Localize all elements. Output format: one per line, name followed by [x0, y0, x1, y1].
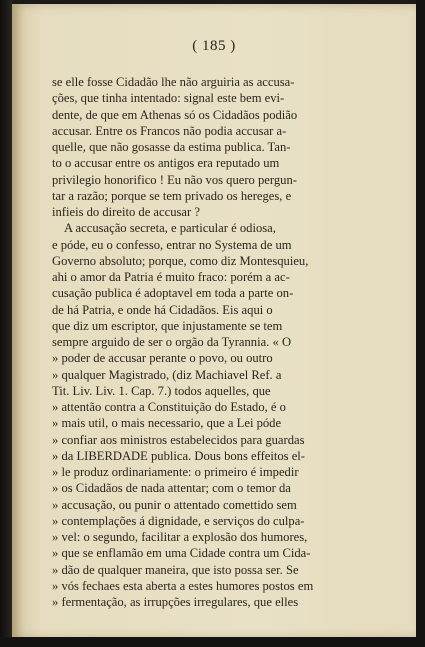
quote-line: » confiar aos ministros estabelecidos para guardas — [52, 432, 305, 447]
text-line: e póde, eu o confesso, entrar no Systema de um — [52, 237, 292, 252]
text-line: dente, de que em Athenas só os Cidadãos podião — [52, 107, 298, 122]
quote-line: » da LIBERDADE publica. Dous bons effeitos el- — [52, 448, 305, 463]
text-line: privilegio honorifico ! Eu não vos quero pergun- — [52, 172, 297, 187]
quote-line: » vel: o segundo, facilitar a explosão dos humores, — [52, 530, 308, 544]
quote-line: Tit. Liv. Liv. 1. Cap. 7.) todos aquelles, que — [52, 383, 271, 398]
text-line: to o accusar entre os antigos era reputado um — [52, 156, 280, 171]
text-line: accusar. Entre os Francos não podia accusar a- — [52, 123, 287, 138]
quote-line: » dão de qualquer maneira, que isto possa ser. Se — [52, 562, 299, 577]
quote-line: » qualquer Magistrado, (diz Machiavel Ref. a — [52, 367, 282, 382]
quote-line: » que se enflamão em uma Cidade contra um Cida- — [52, 546, 311, 561]
quote-line: » accusação, ou punir o attentado comettido sem — [52, 497, 297, 512]
page-sheet — [12, 4, 416, 638]
text-line: Governo absoluto; porque, como diz Montesquieu, — [52, 253, 309, 268]
text-line: infieis do direito de accusar ? — [52, 205, 200, 219]
text-line: tar a razão; porque se tem privado os hereges, e — [52, 188, 292, 203]
bottom-edge-shadow — [0, 637, 425, 647]
quote-line: » fermentação, as irrupções irregulares, que elles — [52, 595, 299, 609]
quote-line: » attentão contra a Constituição do Estado, é o — [52, 400, 286, 414]
page-number: ( 185 ) — [192, 38, 236, 54]
text-line: sempre arguido de ser o orgão da Tyrannia. « O — [52, 335, 292, 349]
text-line: ahi o amor da Patria é muito fraco: porém a ac- — [52, 270, 290, 284]
page-edge-shadow — [416, 0, 425, 647]
paragraph-start-line: A accusação secreta, e particular é odiosa, — [64, 221, 276, 236]
text-line: ções, que tinha intentado: signal este bem evi- — [52, 91, 285, 106]
quote-line: » os Cidadãos de nada attentar; com o temor da — [52, 481, 291, 496]
book-spine-shadow — [0, 0, 12, 647]
quote-line: » vós fechaes esta aberta a estes humores postos em — [52, 578, 314, 593]
text-line: cusação publica é adoptavel em toda a parte on- — [52, 286, 294, 301]
text-line: se elle fosse Cidadão lhe não arguiria as accusa- — [52, 75, 295, 89]
text-line: de há Patria, e onde há Cidadãos. Eis aqui o — [52, 302, 273, 317]
quote-line: » poder de accusar perante o povo, ou outro — [52, 351, 273, 366]
text-line: quelle, que não gosasse da estima publica. Tan- — [52, 140, 291, 154]
text-line: que diz um escriptor, que injustamente se tem — [52, 318, 283, 333]
quote-line: » le produz ordinariamente: o primeiro é impedir — [52, 465, 299, 479]
quote-line: » mais util, o mais necessario, que a Lei póde — [52, 416, 282, 431]
body-text — [52, 74, 370, 610]
quote-line: » contemplações á dignidade, e serviços do culpa- — [52, 513, 305, 528]
